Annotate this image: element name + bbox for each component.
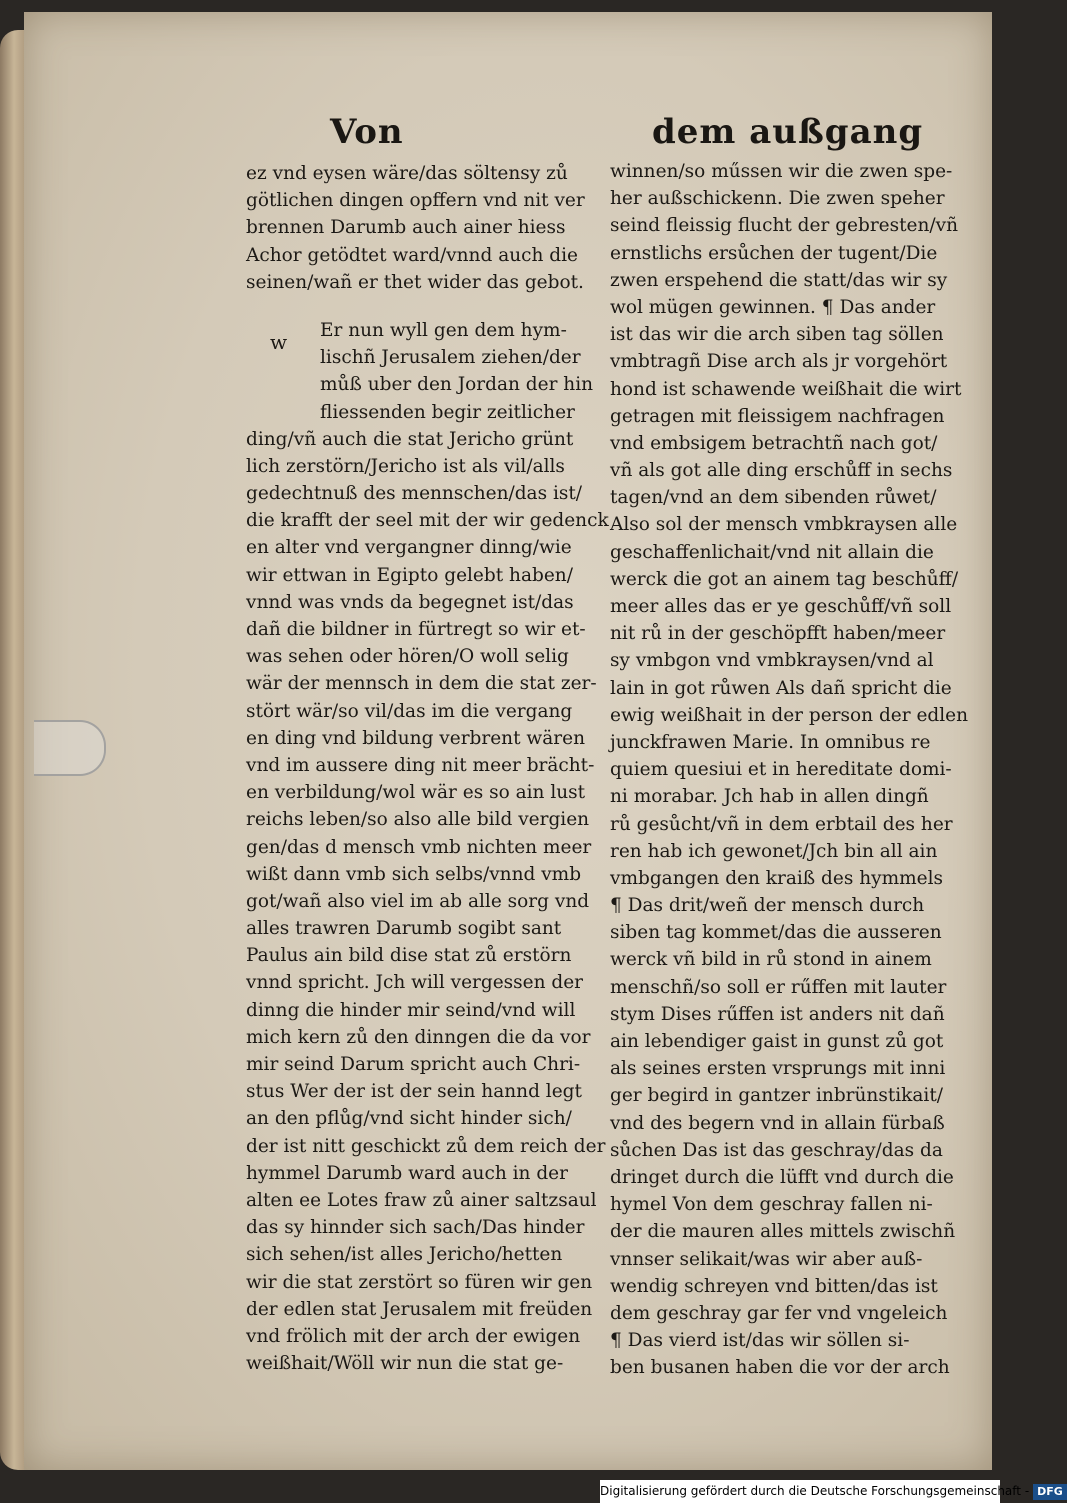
text-line: der edlen stat Jerusalem mit freüden [246,1298,593,1320]
text-line: vnnser selikait/was wir aber auß- [610,1248,923,1270]
text-line: sy vmbgon vnd vmbkraysen/vnd al [610,650,934,672]
text-line: en ding vnd bildung verbrent wären [246,727,585,749]
text-line: ben busanen haben die vor der arch [610,1357,950,1379]
text-line: Also sol der mensch vmbkraysen alle [610,514,958,536]
text-line: en verbildung/wol wär es so ain lust [246,782,586,804]
text-line: wol mügen gewinnen. ¶ Das ander [610,296,936,318]
text-line: was sehen oder hören/O woll selig [246,646,569,668]
text-line: ain lebendiger gaist in gunst zů got [610,1031,944,1052]
text-line: dringet durch die lüfft vnd durch die [610,1166,954,1188]
text-line: alten ee Lotes fraw zů ainer saltzsaul [246,1189,597,1211]
paragraph-gap [246,296,596,317]
text-line: wir ettwan in Egipto gelebt haben/ [246,564,573,586]
text-line: junckfrawen Marie. In omnibus re [610,731,931,753]
text-line: hond ist schawende weißhait die wirt [610,378,962,400]
text-line: hymmel Darumb ward auch in der [246,1162,568,1184]
text-line: lischñ Jerusalem ziehen/der [320,347,581,369]
text-line: ¶ Das vierd ist/das wir söllen si- [610,1330,910,1352]
text-line: wär der mennsch in dem die stat zer- [246,673,597,695]
text-line: menschñ/so soll er rűffen mit lauter [610,976,947,998]
text-line: můß uber den Jordan der hin [320,374,594,396]
text-line: götlichen dingen opffern vnd nit ver [246,190,585,212]
text-line: got/wañ also viel im ab alle sorg vnd [246,890,590,912]
page-clip [34,720,106,776]
text-line: wir die stat zerstört so füren wir gen [246,1271,593,1293]
text-line: gedechtnuß des mennschen/das ist/ [246,483,583,505]
text-line: ren hab ich gewonet/Jch bin all ain [610,840,938,862]
text-line: quiem quesiui et in hereditate domi- [610,759,952,781]
text-line: meer alles das er ye geschůff/vñ soll [610,596,952,617]
text-line: das sy hinnder sich sach/Das hinder [246,1217,585,1239]
text-line: werck die got an ainem tag beschůff/ [610,568,959,590]
text-line: zwen erspehend die statt/das wir sy [610,269,948,291]
text-line: die krafft der seel mit der wir gedenck [246,510,609,532]
text-line: dinng die hinder mir seind/vnd will [246,999,576,1021]
text-line: vnd embsigem betrachtñ nach got/ [610,432,938,454]
text-line: wendig schreyen vnd bitten/das ist [610,1275,938,1297]
text-line: alles trawren Darumb sogibt sant [246,918,562,940]
text-line: werck vñ bild in rů stond in ainem [610,949,932,971]
text-line: ewig weißhait in der person der edlen [610,704,969,726]
text-line: lain in got růwen Als dañ spricht die [610,677,952,699]
text-line: mich kern zů den dinngen die da vor [246,1026,591,1048]
text-line: gen/das d mensch vmb nichten meer [246,836,592,858]
text-line: ¶ Das drit/weñ der mensch durch [610,895,925,917]
text-line: vnd frölich mit der arch der ewigen [246,1325,581,1347]
text-line: vñ als got alle ding erschůff in sechs [610,460,953,482]
text-line: der die mauren alles mittels zwischñ [610,1221,956,1243]
credit-text: Digitalisierung gefördert durch die Deutsche Forschungsgemeinschaft - [600,1484,1030,1498]
decorated-initial-guide-letter: w [270,330,288,354]
text-line: tagen/vnd an dem sibenden růwet/ [610,487,937,509]
text-line: ist das wir die arch siben tag söllen [610,324,944,346]
text-line: vnnd spricht. Jch will vergessen der [246,972,584,994]
text-line: dañ die bildner in fürtregt so wir et- [246,619,586,640]
running-header-right: dem außgang [652,112,924,152]
text-line: seind fleissig flucht der gebresten/vñ [610,215,959,237]
text-line: vmbtragñ Dise arch als jr vorgehört [610,351,948,373]
text-line: rů gesůcht/vñ in dem erbtail des her [610,813,953,835]
text-line: Er nun wyll gen dem hym- [320,319,567,341]
text-line: nit rů in der geschöpfft haben/meer [610,623,946,645]
text-line: en alter vnd vergangner dinng/wie [246,537,572,559]
text-line: an den pflůg/vnd sicht hinder sich/ [246,1108,572,1130]
text-line: ger begird in gantzer inbrünstikait/ [610,1085,943,1107]
text-line: vmbgangen den kraiß des hymmels [610,867,944,889]
text-line: hymel Von dem geschray fallen ni- [610,1194,933,1216]
digitization-credit-bar [600,1480,1063,1503]
left-text-column [246,160,609,1377]
text-line: ni morabar. Jch hab in allen dingñ [610,786,929,808]
text-line: vnd im aussere ding nit meer brächt- [246,754,595,776]
right-text-column [610,158,968,1381]
text-line: ernstlichs ersůchen der tugent/Die [610,242,938,264]
text-line: brennen Darumb auch ainer hiess [246,217,566,239]
text-line: her außschickenn. Die zwen speher [610,188,945,210]
text-line: ding/vñ auch die stat Jericho grünt [246,428,574,450]
text-line: weißhait/Wöll wir nun die stat ge- [246,1353,564,1375]
dfg-logo: DFG [1033,1484,1067,1500]
text-line: sich sehen/ist alles Jericho/hetten [246,1244,563,1266]
text-line: dem geschray gar fer vnd vngeleich [610,1302,948,1324]
text-line: siben tag kommet/das die ausseren [610,922,942,944]
text-line: lich zerstörn/Jericho ist als vil/alls [246,455,565,477]
text-line: stus Wer der ist der sein hannd legt [246,1081,582,1103]
text-line: als seines ersten vrsprungs mit inni [610,1058,946,1080]
text-line: der ist nitt geschickt zů dem reich der [246,1135,606,1157]
text-line: vnd des begern vnd in allain fürbaß [610,1112,945,1134]
text-line: geschaffenlichait/vnd nit allain die [610,541,934,563]
text-line: stym Dises rűffen ist anders nit dañ [610,1003,945,1025]
text-line: reichs leben/so also alle bild vergien [246,809,590,831]
text-line: mir seind Darum spricht auch Chri- [246,1054,581,1075]
text-line: getragen mit fleissigem nachfragen [610,405,945,427]
running-header-left: Von [330,112,404,152]
text-line: Paulus ain bild dise stat zů erstörn [246,945,572,967]
text-line: wißt dann vmb sich selbs/vnnd vmb [246,863,582,885]
text-line: stört wär/so vil/das im die vergang [246,700,573,722]
text-line: ez vnd eysen wäre/das söltensy zů [246,163,568,184]
text-line: Achor getödtet ward/vnnd auch die [246,244,578,266]
text-line: winnen/so műssen wir die zwen spe- [610,161,953,182]
text-line: seinen/wañ er thet wider das gebot. [246,271,584,293]
text-line: vnnd was vnds da begegnet ist/das [246,591,574,613]
text-line: sůchen Das ist das geschray/das da [610,1139,943,1161]
text-line: fliessenden begir zeitlicher [320,401,575,423]
